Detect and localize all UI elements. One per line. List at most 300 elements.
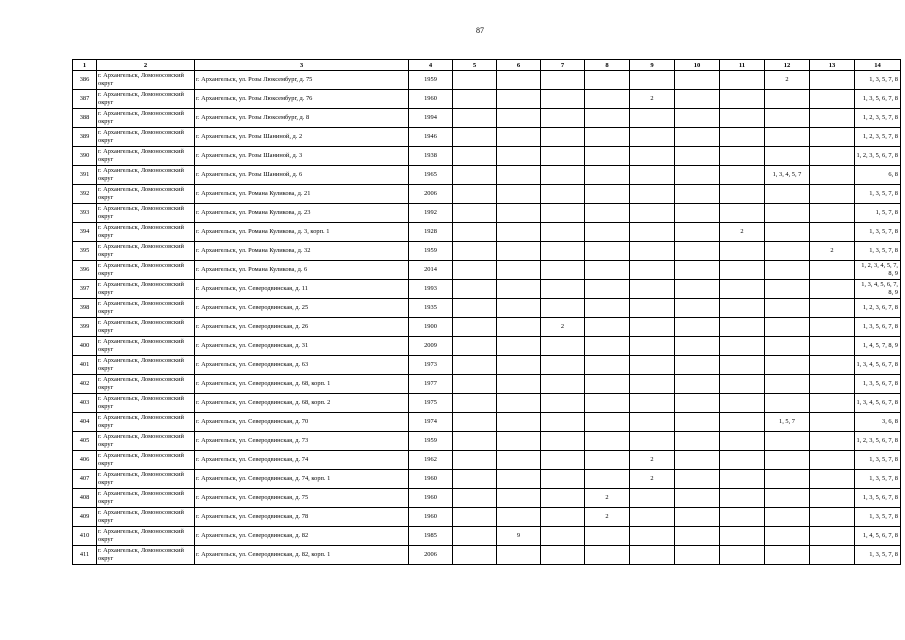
cell-col-1: 398: [73, 299, 97, 318]
cell-col-8: [585, 546, 630, 565]
cell-col-13: [810, 546, 855, 565]
cell-col-9: [630, 261, 675, 280]
cell-col-9: [630, 109, 675, 128]
cell-col-1: 386: [73, 71, 97, 90]
cell-col-12: [765, 204, 810, 223]
cell-col-6: [497, 375, 541, 394]
cell-col-2: г. Архангельск, Ломоносовский округ: [97, 261, 195, 280]
cell-col-8: [585, 71, 630, 90]
cell-col-12: [765, 356, 810, 375]
cell-col-12: [765, 280, 810, 299]
cell-col-14: 1, 3, 4, 5, 6, 7, 8: [855, 394, 901, 413]
cell-col-10: [675, 128, 720, 147]
cell-col-13: [810, 356, 855, 375]
cell-col-5: [453, 337, 497, 356]
cell-col-2: г. Архангельск, Ломоносовский округ: [97, 337, 195, 356]
table-row: [73, 546, 901, 565]
cell-col-7: [541, 128, 585, 147]
column-header-14: 14: [855, 60, 901, 71]
cell-col-3: г. Архангельск, ул. Северодвинская, д. 25: [195, 299, 409, 318]
cell-col-6: [497, 204, 541, 223]
cell-col-10: [675, 546, 720, 565]
cell-col-5: [453, 546, 497, 565]
cell-col-4: 1935: [409, 299, 453, 318]
cell-col-7: [541, 470, 585, 489]
cell-col-10: [675, 470, 720, 489]
cell-col-14: 1, 3, 5, 7, 8: [855, 451, 901, 470]
cell-col-6: [497, 489, 541, 508]
cell-col-14: 1, 3, 5, 6, 7, 8: [855, 318, 901, 337]
cell-col-13: [810, 90, 855, 109]
cell-col-9: [630, 280, 675, 299]
cell-col-8: [585, 109, 630, 128]
cell-col-12: [765, 394, 810, 413]
cell-col-5: [453, 147, 497, 166]
cell-col-11: [720, 489, 765, 508]
page-number: 87: [476, 26, 484, 35]
table-row: [73, 508, 901, 527]
cell-col-4: 2006: [409, 185, 453, 204]
cell-col-13: [810, 337, 855, 356]
cell-col-11: [720, 394, 765, 413]
cell-col-1: 391: [73, 166, 97, 185]
cell-col-11: [720, 375, 765, 394]
cell-col-3: г. Архангельск, ул. Романа Куликова, д. 6: [195, 261, 409, 280]
cell-col-7: 2: [541, 318, 585, 337]
cell-col-10: [675, 242, 720, 261]
cell-col-11: [720, 451, 765, 470]
cell-col-4: 1993: [409, 280, 453, 299]
cell-col-10: [675, 318, 720, 337]
table-row: [73, 223, 901, 242]
column-header-7: 7: [541, 60, 585, 71]
cell-col-4: 1962: [409, 451, 453, 470]
table-row: [73, 185, 901, 204]
cell-col-7: [541, 71, 585, 90]
cell-col-4: 1973: [409, 356, 453, 375]
table-row: [73, 204, 901, 223]
cell-col-1: 393: [73, 204, 97, 223]
cell-col-8: [585, 299, 630, 318]
column-header-3: 3: [195, 60, 409, 71]
cell-col-1: 396: [73, 261, 97, 280]
cell-col-7: [541, 413, 585, 432]
cell-col-3: г. Архангельск, ул. Романа Куликова, д. 3, корп. 1: [195, 223, 409, 242]
cell-col-13: [810, 470, 855, 489]
cell-col-4: 1959: [409, 71, 453, 90]
cell-col-12: [765, 242, 810, 261]
cell-col-13: [810, 261, 855, 280]
cell-col-13: [810, 71, 855, 90]
cell-col-2: г. Архангельск, Ломоносовский округ: [97, 147, 195, 166]
cell-col-9: [630, 128, 675, 147]
table-row: [73, 318, 901, 337]
cell-col-5: [453, 508, 497, 527]
cell-col-11: [720, 128, 765, 147]
cell-col-2: г. Архангельск, Ломоносовский округ: [97, 508, 195, 527]
cell-col-11: [720, 166, 765, 185]
table-row: [73, 413, 901, 432]
cell-col-2: г. Архангельск, Ломоносовский округ: [97, 71, 195, 90]
cell-col-2: г. Архангельск, Ломоносовский округ: [97, 413, 195, 432]
cell-col-7: [541, 242, 585, 261]
cell-col-10: [675, 337, 720, 356]
cell-col-8: [585, 470, 630, 489]
cell-col-7: [541, 356, 585, 375]
cell-col-2: г. Архангельск, Ломоносовский округ: [97, 109, 195, 128]
register-table: [72, 59, 901, 565]
cell-col-9: 2: [630, 90, 675, 109]
table-row: [73, 489, 901, 508]
column-header-12: 12: [765, 60, 810, 71]
cell-col-6: [497, 432, 541, 451]
cell-col-13: 2: [810, 242, 855, 261]
cell-col-8: [585, 204, 630, 223]
cell-col-1: 387: [73, 90, 97, 109]
cell-col-14: 1, 3, 5, 7, 8: [855, 71, 901, 90]
cell-col-6: [497, 109, 541, 128]
cell-col-2: г. Архангельск, Ломоносовский округ: [97, 280, 195, 299]
cell-col-11: [720, 147, 765, 166]
cell-col-6: [497, 413, 541, 432]
cell-col-13: [810, 394, 855, 413]
cell-col-1: 411: [73, 546, 97, 565]
cell-col-13: [810, 318, 855, 337]
cell-col-10: [675, 451, 720, 470]
cell-col-6: [497, 147, 541, 166]
cell-col-5: [453, 356, 497, 375]
cell-col-3: г. Архангельск, ул. Северодвинская, д. 74: [195, 451, 409, 470]
cell-col-5: [453, 242, 497, 261]
cell-col-5: [453, 451, 497, 470]
cell-col-13: [810, 280, 855, 299]
cell-col-5: [453, 394, 497, 413]
cell-col-14: 1, 3, 5, 7, 8: [855, 185, 901, 204]
cell-col-7: [541, 337, 585, 356]
cell-col-14: 1, 3, 4, 5, 6, 7, 8: [855, 356, 901, 375]
header-row: [73, 60, 901, 71]
table-row: [73, 166, 901, 185]
cell-col-8: [585, 375, 630, 394]
table-row: [73, 147, 901, 166]
cell-col-6: [497, 356, 541, 375]
cell-col-10: [675, 90, 720, 109]
cell-col-3: г. Архангельск, ул. Северодвинская, д. 74, корп. 1: [195, 470, 409, 489]
cell-col-13: [810, 109, 855, 128]
cell-col-12: [765, 261, 810, 280]
cell-col-12: 2: [765, 71, 810, 90]
cell-col-8: [585, 261, 630, 280]
cell-col-3: г. Архангельск, ул. Романа Куликова, д. 32: [195, 242, 409, 261]
cell-col-4: 1928: [409, 223, 453, 242]
cell-col-8: [585, 356, 630, 375]
cell-col-8: [585, 394, 630, 413]
cell-col-8: [585, 527, 630, 546]
cell-col-12: [765, 432, 810, 451]
cell-col-1: 388: [73, 109, 97, 128]
cell-col-3: г. Архангельск, ул. Северодвинская, д. 68, корп. 2: [195, 394, 409, 413]
cell-col-13: [810, 508, 855, 527]
cell-col-7: [541, 299, 585, 318]
cell-col-6: [497, 470, 541, 489]
table-row: [73, 71, 901, 90]
cell-col-10: [675, 299, 720, 318]
cell-col-10: [675, 280, 720, 299]
cell-col-13: [810, 451, 855, 470]
cell-col-3: г. Архангельск, ул. Северодвинская, д. 31: [195, 337, 409, 356]
cell-col-9: [630, 242, 675, 261]
table-row: [73, 470, 901, 489]
cell-col-6: [497, 166, 541, 185]
cell-col-2: г. Архангельск, Ломоносовский округ: [97, 375, 195, 394]
table-row: [73, 261, 901, 280]
cell-col-11: [720, 90, 765, 109]
cell-col-7: [541, 147, 585, 166]
cell-col-11: [720, 261, 765, 280]
cell-col-5: [453, 109, 497, 128]
cell-col-11: [720, 185, 765, 204]
cell-col-6: [497, 451, 541, 470]
cell-col-1: 397: [73, 280, 97, 299]
cell-col-11: [720, 413, 765, 432]
cell-col-5: [453, 470, 497, 489]
cell-col-10: [675, 489, 720, 508]
cell-col-7: [541, 166, 585, 185]
cell-col-12: [765, 470, 810, 489]
cell-col-1: 406: [73, 451, 97, 470]
table-row: [73, 90, 901, 109]
cell-col-3: г. Архангельск, ул. Романа Куликова, д. 21: [195, 185, 409, 204]
cell-col-7: [541, 280, 585, 299]
cell-col-5: [453, 90, 497, 109]
cell-col-3: г. Архангельск, ул. Северодвинская, д. 82, корп. 1: [195, 546, 409, 565]
cell-col-1: 407: [73, 470, 97, 489]
cell-col-10: [675, 71, 720, 90]
cell-col-9: [630, 147, 675, 166]
cell-col-12: [765, 128, 810, 147]
cell-col-4: 1900: [409, 318, 453, 337]
cell-col-7: [541, 527, 585, 546]
cell-col-5: [453, 128, 497, 147]
cell-col-8: [585, 242, 630, 261]
cell-col-5: [453, 318, 497, 337]
cell-col-10: [675, 527, 720, 546]
cell-col-8: [585, 451, 630, 470]
cell-col-13: [810, 166, 855, 185]
cell-col-6: [497, 128, 541, 147]
cell-col-14: 1, 3, 5, 7, 8: [855, 546, 901, 565]
cell-col-4: 2006: [409, 546, 453, 565]
column-header-6: 6: [497, 60, 541, 71]
cell-col-13: [810, 527, 855, 546]
cell-col-3: г. Архангельск, ул. Северодвинская, д. 11: [195, 280, 409, 299]
cell-col-12: [765, 109, 810, 128]
cell-col-7: [541, 185, 585, 204]
column-header-8: 8: [585, 60, 630, 71]
cell-col-5: [453, 71, 497, 90]
cell-col-1: 400: [73, 337, 97, 356]
column-header-9: 9: [630, 60, 675, 71]
cell-col-9: [630, 318, 675, 337]
cell-col-2: г. Архангельск, Ломоносовский округ: [97, 90, 195, 109]
cell-col-9: [630, 432, 675, 451]
cell-col-11: [720, 318, 765, 337]
cell-col-12: [765, 546, 810, 565]
cell-col-14: 1, 4, 5, 6, 7, 8: [855, 527, 901, 546]
cell-col-11: [720, 546, 765, 565]
cell-col-10: [675, 147, 720, 166]
column-header-11: 11: [720, 60, 765, 71]
cell-col-1: 403: [73, 394, 97, 413]
cell-col-7: [541, 109, 585, 128]
cell-col-6: [497, 394, 541, 413]
cell-col-10: [675, 375, 720, 394]
cell-col-10: [675, 356, 720, 375]
cell-col-7: [541, 204, 585, 223]
cell-col-4: 1960: [409, 508, 453, 527]
cell-col-9: [630, 337, 675, 356]
cell-col-4: 1975: [409, 394, 453, 413]
cell-col-3: г. Архангельск, ул. Северодвинская, д. 63: [195, 356, 409, 375]
cell-col-5: [453, 413, 497, 432]
cell-col-3: г. Архангельск, ул. Розы Люксембург, д. 76: [195, 90, 409, 109]
cell-col-2: г. Архангельск, Ломоносовский округ: [97, 223, 195, 242]
cell-col-12: [765, 527, 810, 546]
cell-col-11: [720, 508, 765, 527]
cell-col-1: 395: [73, 242, 97, 261]
cell-col-13: [810, 223, 855, 242]
cell-col-8: [585, 223, 630, 242]
column-header-5: 5: [453, 60, 497, 71]
column-header-2: 2: [97, 60, 195, 71]
cell-col-2: г. Архангельск, Ломоносовский округ: [97, 128, 195, 147]
table-row: [73, 451, 901, 470]
cell-col-8: [585, 90, 630, 109]
cell-col-3: г. Архангельск, ул. Розы Шаниной, д. 2: [195, 128, 409, 147]
cell-col-3: г. Архангельск, ул. Северодвинская, д. 75: [195, 489, 409, 508]
cell-col-4: 1959: [409, 242, 453, 261]
cell-col-14: 1, 3, 5, 7, 8: [855, 508, 901, 527]
cell-col-11: [720, 432, 765, 451]
cell-col-13: [810, 299, 855, 318]
cell-col-5: [453, 166, 497, 185]
cell-col-6: [497, 280, 541, 299]
cell-col-11: [720, 71, 765, 90]
cell-col-11: [720, 204, 765, 223]
cell-col-14: 1, 5, 7, 8: [855, 204, 901, 223]
cell-col-4: 2014: [409, 261, 453, 280]
cell-col-10: [675, 185, 720, 204]
cell-col-4: 1974: [409, 413, 453, 432]
cell-col-10: [675, 166, 720, 185]
cell-col-14: 1, 3, 5, 7, 8: [855, 223, 901, 242]
cell-col-11: [720, 299, 765, 318]
table-row: [73, 109, 901, 128]
cell-col-3: г. Архангельск, ул. Северодвинская, д. 70: [195, 413, 409, 432]
cell-col-1: 408: [73, 489, 97, 508]
table-row: [73, 394, 901, 413]
cell-col-9: [630, 356, 675, 375]
cell-col-10: [675, 223, 720, 242]
cell-col-8: [585, 280, 630, 299]
cell-col-2: г. Архангельск, Ломоносовский округ: [97, 470, 195, 489]
cell-col-4: 1977: [409, 375, 453, 394]
cell-col-5: [453, 432, 497, 451]
column-header-10: 10: [675, 60, 720, 71]
cell-col-11: [720, 280, 765, 299]
cell-col-2: г. Архангельск, Ломоносовский округ: [97, 432, 195, 451]
cell-col-14: 1, 2, 3, 5, 7, 8: [855, 128, 901, 147]
cell-col-2: г. Архангельск, Ломоносовский округ: [97, 356, 195, 375]
cell-col-7: [541, 489, 585, 508]
cell-col-14: 1, 2, 3, 4, 5, 7, 8, 9: [855, 261, 901, 280]
cell-col-12: [765, 451, 810, 470]
cell-col-12: 1, 5, 7: [765, 413, 810, 432]
cell-col-10: [675, 508, 720, 527]
cell-col-14: 1, 4, 5, 7, 8, 9: [855, 337, 901, 356]
cell-col-7: [541, 546, 585, 565]
cell-col-8: 2: [585, 508, 630, 527]
cell-col-6: [497, 299, 541, 318]
table-row: [73, 128, 901, 147]
cell-col-3: г. Архангельск, ул. Северодвинская, д. 68, корп. 1: [195, 375, 409, 394]
cell-col-1: 401: [73, 356, 97, 375]
cell-col-10: [675, 432, 720, 451]
cell-col-2: г. Архангельск, Ломоносовский округ: [97, 527, 195, 546]
cell-col-12: [765, 90, 810, 109]
cell-col-7: [541, 394, 585, 413]
cell-col-1: 405: [73, 432, 97, 451]
cell-col-13: [810, 147, 855, 166]
cell-col-12: [765, 147, 810, 166]
cell-col-7: [541, 375, 585, 394]
cell-col-12: [765, 185, 810, 204]
cell-col-3: г. Архангельск, ул. Северодвинская, д. 73: [195, 432, 409, 451]
cell-col-9: [630, 527, 675, 546]
cell-col-4: 1960: [409, 489, 453, 508]
table-row: [73, 242, 901, 261]
cell-col-7: [541, 90, 585, 109]
cell-col-3: г. Архангельск, ул. Северодвинская, д. 82: [195, 527, 409, 546]
cell-col-3: г. Архангельск, ул. Розы Шаниной, д. 6: [195, 166, 409, 185]
cell-col-11: [720, 109, 765, 128]
cell-col-1: 402: [73, 375, 97, 394]
cell-col-12: [765, 318, 810, 337]
cell-col-6: [497, 90, 541, 109]
cell-col-9: [630, 204, 675, 223]
cell-col-14: 1, 3, 5, 6, 7, 8: [855, 489, 901, 508]
cell-col-6: [497, 508, 541, 527]
cell-col-9: [630, 299, 675, 318]
cell-col-14: 1, 2, 3, 5, 7, 8: [855, 109, 901, 128]
cell-col-5: [453, 299, 497, 318]
cell-col-13: [810, 413, 855, 432]
cell-col-12: [765, 223, 810, 242]
cell-col-6: [497, 223, 541, 242]
cell-col-2: г. Архангельск, Ломоносовский округ: [97, 318, 195, 337]
cell-col-14: 1, 3, 5, 6, 7, 8: [855, 375, 901, 394]
cell-col-12: [765, 489, 810, 508]
cell-col-6: [497, 71, 541, 90]
cell-col-1: 392: [73, 185, 97, 204]
cell-col-3: г. Архангельск, ул. Розы Люксембург, д. 8: [195, 109, 409, 128]
cell-col-8: [585, 166, 630, 185]
cell-col-4: 1946: [409, 128, 453, 147]
cell-col-2: г. Архангельск, Ломоносовский округ: [97, 166, 195, 185]
cell-col-13: [810, 128, 855, 147]
table-row: [73, 356, 901, 375]
cell-col-14: 1, 2, 3, 5, 6, 7, 8: [855, 147, 901, 166]
